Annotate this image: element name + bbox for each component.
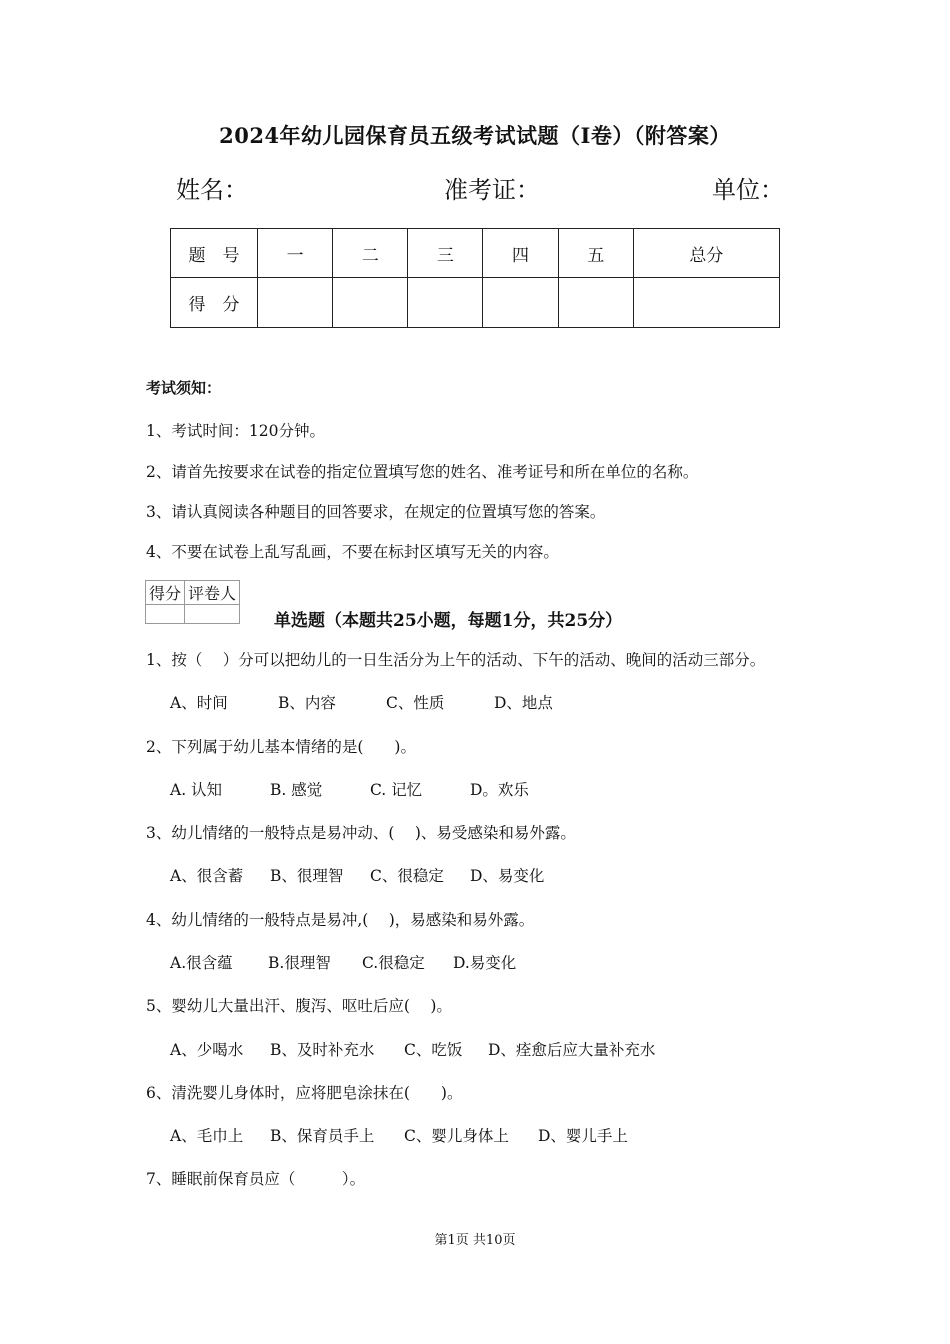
- option: A.很含蕴: [170, 954, 233, 972]
- score-header-cell: 五: [558, 229, 633, 278]
- notice-title: 考试须知：: [146, 379, 222, 397]
- candidate-info-row: [176, 170, 786, 206]
- notice-item: 1、考试时间：120分钟。: [146, 422, 325, 440]
- score-header-cell: 二: [333, 229, 408, 278]
- option: C.很稳定: [362, 954, 425, 972]
- option: D、婴儿手上: [538, 1127, 628, 1145]
- question-text: 4、幼儿情绪的一般特点是易冲,( )，易感染和易外露。: [146, 911, 535, 929]
- option: A、很含蓄: [170, 867, 244, 885]
- score-cell: [408, 278, 483, 328]
- notice-item: 4、不要在试卷上乱写乱画，不要在标封区填写无关的内容。: [146, 543, 559, 561]
- score-header-cell: 四: [483, 229, 558, 278]
- question-options: [170, 951, 516, 973]
- option: C. 记忆: [370, 781, 423, 799]
- score-cell: [483, 278, 558, 328]
- option: B、很理智: [270, 867, 344, 885]
- question-text: 3、幼儿情绪的一般特点是易冲动、( )、易受感染和易外露。: [146, 824, 576, 842]
- section-title: 单选题（本题共25小题，每题1分，共25分）: [274, 611, 623, 631]
- option: D、易变化: [470, 867, 545, 885]
- option: B、及时补充水: [270, 1041, 375, 1059]
- score-header-cell: 三: [408, 229, 483, 278]
- option: D、地点: [494, 694, 553, 712]
- score-table: [170, 228, 780, 328]
- question-text: 5、婴幼儿大量出汗、腹泻、呕吐后应( )。: [146, 997, 452, 1015]
- question-options: [170, 1124, 628, 1146]
- page-footer: 第1页 共10页: [434, 1233, 516, 1248]
- unit-label: 单位：: [712, 176, 784, 204]
- question-options: [170, 864, 544, 886]
- name-label: 姓名：: [176, 176, 248, 204]
- grader-name-cell: [185, 605, 240, 624]
- question-options: [170, 691, 553, 713]
- score-header-cell: 题 号: [171, 229, 258, 278]
- option: B. 感觉: [270, 781, 323, 799]
- score-header-cell: 总分: [633, 229, 779, 278]
- grader-score-label: 得分: [146, 581, 185, 605]
- option: B.很理智: [268, 954, 331, 972]
- option: A、时间: [170, 694, 228, 712]
- option: B、保育员手上: [270, 1127, 375, 1145]
- question-text: 1、按（ ）分可以把幼儿的一日生活分为上午的活动、下午的活动、晚间的活动三部分。: [146, 651, 766, 669]
- option: B、内容: [278, 694, 336, 712]
- option: C、婴儿身体上: [404, 1127, 509, 1145]
- score-cell: [258, 278, 333, 328]
- score-table-score-row: [171, 278, 780, 328]
- question-text: 7、睡眠前保育员应（ ）。: [146, 1170, 366, 1188]
- score-header-cell: 一: [258, 229, 333, 278]
- exam-id-label: 准考证：: [444, 176, 540, 204]
- option: A. 认知: [170, 781, 223, 799]
- option: D.易变化: [453, 954, 517, 972]
- score-row-label: 得 分: [171, 278, 258, 328]
- question-text: 6、清洗婴儿身体时，应将肥皂涂抹在( )。: [146, 1084, 463, 1102]
- grader-score-cell: [146, 605, 185, 624]
- grader-name-label: 评卷人: [185, 581, 240, 605]
- score-cell: [333, 278, 408, 328]
- score-table-header-row: [171, 229, 780, 278]
- grader-box: [145, 580, 240, 624]
- option: C、吃饭: [404, 1041, 463, 1059]
- notice-item: 2、请首先按要求在试卷的指定位置填写您的姓名、准考证号和所在单位的名称。: [146, 463, 699, 481]
- page-title: 2024年幼儿园保育员五级考试试题（I卷）（附答案）: [219, 123, 731, 148]
- question-text: 2、下列属于幼儿基本情绪的是( )。: [146, 738, 416, 756]
- option: C、很稳定: [370, 867, 444, 885]
- score-cell: [633, 278, 779, 328]
- question-options: [170, 1038, 655, 1060]
- option: A、少喝水: [170, 1041, 244, 1059]
- option: D、痊愈后应大量补充水: [488, 1041, 656, 1059]
- option: C、性质: [386, 694, 445, 712]
- question-options: [170, 778, 529, 800]
- score-cell: [558, 278, 633, 328]
- notice-item: 3、请认真阅读各种题目的回答要求，在规定的位置填写您的答案。: [146, 503, 606, 521]
- option: A、毛巾上: [170, 1127, 244, 1145]
- option: D。欢乐: [470, 781, 529, 799]
